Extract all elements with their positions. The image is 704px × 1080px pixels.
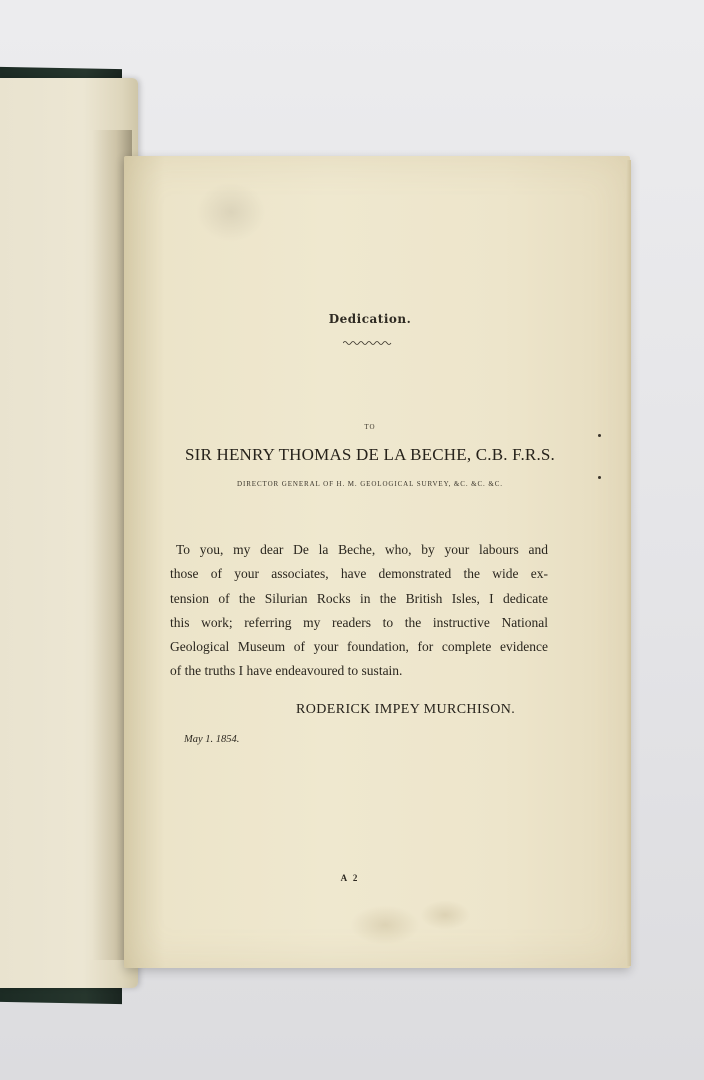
body-line: Geological Museum of your foundation, for complete evidence [170, 639, 548, 655]
dedication-body [170, 538, 548, 684]
ink-speck [598, 476, 601, 479]
author-signature: RODERICK IMPEY MURCHISON. [296, 702, 516, 717]
dedication-heading: Dedication. [328, 312, 412, 326]
paper-stain [420, 900, 470, 930]
wavy-ornament-rule [343, 340, 393, 346]
signature-mark: A 2 [340, 873, 360, 883]
dedicatee-name: SIR HENRY THOMAS DE LA BECHE, C.B. F.R.S. [184, 445, 556, 464]
body-line: those of your associates, have demonstrated the wide ex- [170, 566, 548, 582]
ink-speck [598, 434, 601, 437]
paper-stain [350, 905, 420, 945]
to-line: TO [364, 423, 376, 431]
body-line: of the truths I have endeavoured to sustain. [170, 663, 403, 679]
body-line: this work; referring my readers to the instructive National [170, 614, 548, 630]
body-line: tension of the Silurian Rocks in the British Isles, I dedicate [170, 590, 548, 606]
faded-pencil-mark [196, 182, 266, 242]
dedicatee-title: DIRECTOR GENERAL OF H. M. GEOLOGICAL SURVEY, &C. &C. &C. [237, 480, 503, 488]
body-line: To you, my dear De la Beche, who, by your labours and [176, 542, 548, 557]
page-edge [626, 160, 631, 966]
dedication-date: May 1. 1854. [184, 734, 240, 745]
